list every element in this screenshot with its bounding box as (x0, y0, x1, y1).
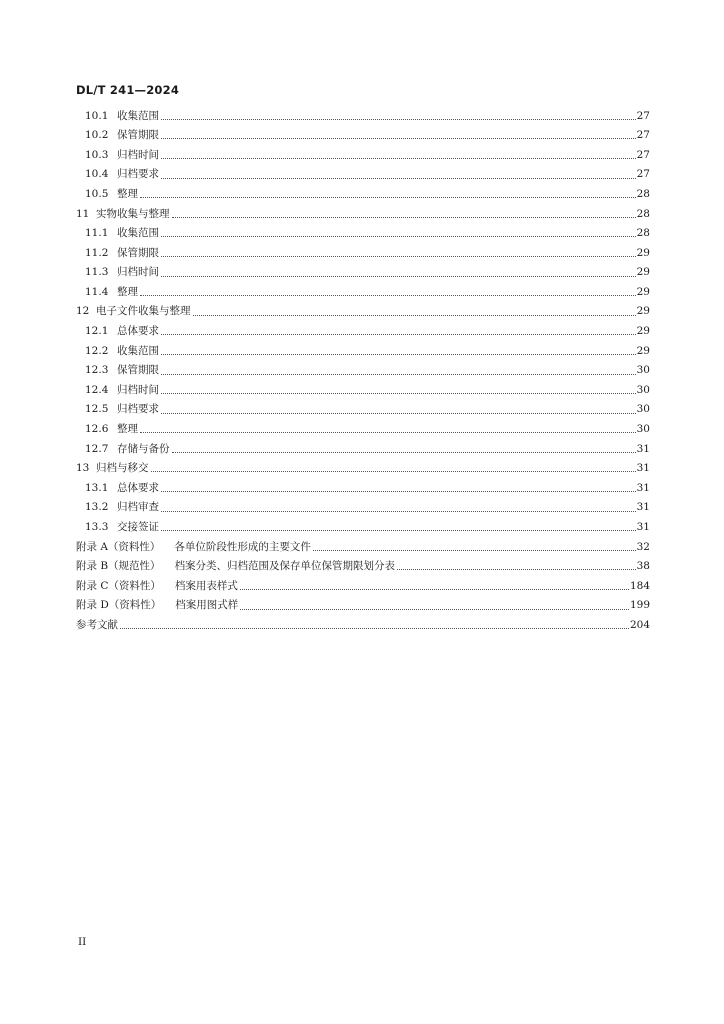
toc-entry[interactable] (76, 243, 650, 263)
toc-entry-page: 31 (636, 442, 650, 455)
toc-entry-page: 29 (636, 266, 650, 279)
dot-leader (161, 353, 636, 355)
toc-entry-number: 11.2 (85, 246, 109, 259)
toc-entry-number: 附录 A（资料性） (76, 540, 161, 553)
toc-entry-title: 存储与备份 (117, 442, 170, 455)
toc-entry-title: 保管期限 (117, 129, 159, 142)
toc-entry-title: 归档时间 (117, 383, 159, 396)
dot-leader (172, 451, 636, 453)
toc-entry-number: 附录 B（规范性） (76, 560, 161, 573)
toc-entry-number: 11.4 (85, 285, 109, 298)
toc-entry-page: 29 (636, 305, 650, 318)
dot-leader (161, 118, 636, 120)
toc-entry-page: 31 (636, 481, 650, 494)
toc-entry[interactable] (76, 106, 650, 126)
toc-entry[interactable] (76, 380, 650, 400)
toc-entry-number: 10.1 (85, 109, 109, 122)
toc-entry[interactable] (76, 184, 650, 204)
dot-leader (161, 235, 636, 237)
toc-entry-title: 保管期限 (117, 364, 159, 377)
toc-entry[interactable] (76, 361, 650, 381)
toc-entry-title: 整理 (117, 285, 138, 298)
toc-entry-title: 保管期限 (117, 246, 159, 259)
dot-leader (161, 490, 636, 492)
toc-entry-title: 归档时间 (117, 148, 159, 161)
toc-entry-title: 归档审查 (117, 501, 159, 514)
toc-entry-number: 12.2 (85, 344, 109, 357)
toc-entry-page: 30 (636, 364, 650, 377)
toc-entry-number: 13 (76, 462, 90, 475)
toc-entry-number: 10.2 (85, 129, 109, 142)
dot-leader (161, 510, 636, 512)
table-of-contents (76, 106, 650, 635)
dot-leader (240, 588, 629, 590)
toc-entry-page: 27 (636, 148, 650, 161)
dot-leader (161, 177, 636, 179)
toc-entry[interactable] (76, 341, 650, 361)
dot-leader (140, 196, 636, 198)
toc-entry[interactable] (76, 478, 650, 498)
toc-entry-title: 电子文件收集与整理 (96, 305, 191, 318)
toc-entry-page: 31 (636, 462, 650, 475)
toc-entry-page: 30 (636, 423, 650, 436)
toc-entry-number: 12.7 (85, 442, 109, 455)
toc-entry-title: 整理 (117, 187, 138, 200)
toc-entry[interactable] (76, 596, 650, 616)
toc-entry-number: 10.5 (85, 187, 109, 200)
toc-entry-page: 204 (629, 618, 650, 631)
toc-entry-page: 28 (636, 187, 650, 200)
toc-entry-number: 12 (76, 305, 90, 318)
toc-entry-title: 收集范围 (117, 109, 159, 122)
toc-entry-number: 11.3 (85, 266, 109, 279)
toc-entry[interactable] (76, 263, 650, 283)
toc-entry-title: 总体要求 (117, 325, 159, 338)
toc-entry[interactable] (76, 204, 650, 224)
toc-entry-title: 归档与移交 (96, 462, 149, 475)
dot-leader (140, 431, 636, 433)
toc-entry-title: 档案用图式样 (175, 599, 239, 612)
toc-entry-number: 附录 C（资料性） (76, 579, 161, 592)
toc-entry-title: 归档要求 (117, 168, 159, 181)
toc-entry-page: 29 (636, 285, 650, 298)
toc-entry-number: 12.5 (85, 403, 109, 416)
dot-leader (140, 294, 636, 296)
toc-entry-page: 184 (629, 579, 650, 592)
toc-entry[interactable] (76, 400, 650, 420)
toc-entry-title: 参考文献 (76, 618, 118, 631)
page-number: II (78, 936, 87, 948)
toc-entry-page: 28 (636, 227, 650, 240)
toc-entry-title: 整理 (117, 423, 138, 436)
toc-entry[interactable] (76, 576, 650, 596)
toc-entry-title: 档案用表样式 (174, 579, 238, 592)
dot-leader (193, 314, 636, 316)
toc-entry-number: 10.3 (85, 148, 109, 161)
toc-entry[interactable] (76, 145, 650, 165)
toc-entry-page: 29 (636, 246, 650, 259)
toc-entry[interactable] (76, 126, 650, 146)
toc-entry-number: 13.2 (85, 501, 109, 514)
toc-entry-number: 11.1 (85, 227, 109, 240)
toc-entry-number: 12.1 (85, 325, 109, 338)
dot-leader (161, 255, 636, 257)
document-code-header: DL/T 241—2024 (76, 83, 180, 97)
toc-entry[interactable] (76, 302, 650, 322)
toc-entry-number: 附录 D（资料性） (76, 599, 162, 612)
toc-entry-page: 199 (629, 599, 650, 612)
dot-leader (161, 333, 636, 335)
toc-entry[interactable] (76, 282, 650, 302)
toc-entry-title: 交接签证 (117, 521, 159, 534)
dot-leader (120, 627, 629, 629)
dot-leader (161, 529, 636, 531)
toc-entry[interactable] (76, 498, 650, 518)
toc-entry[interactable] (76, 459, 650, 479)
toc-entry-number: 11 (76, 207, 90, 220)
dot-leader (240, 608, 629, 610)
dot-leader (313, 549, 636, 551)
toc-entry-page: 28 (636, 207, 650, 220)
dot-leader (397, 568, 636, 570)
toc-entry[interactable] (76, 420, 650, 440)
toc-entry-title: 归档要求 (117, 403, 159, 416)
toc-entry[interactable] (76, 224, 650, 244)
toc-entry-number: 12.6 (85, 423, 109, 436)
toc-entry-title: 总体要求 (117, 481, 159, 494)
dot-leader (151, 470, 636, 472)
dot-leader (172, 216, 636, 218)
toc-entry-title: 归档时间 (117, 266, 159, 279)
toc-entry-title: 档案分类、归档范围及保存单位保管期限划分表 (174, 560, 396, 573)
dot-leader (161, 373, 636, 375)
toc-entry[interactable] (76, 165, 650, 185)
toc-entry-number: 13.1 (85, 481, 109, 494)
toc-entry-page: 38 (636, 560, 650, 573)
toc-entry[interactable] (76, 557, 650, 577)
toc-entry-page: 29 (636, 344, 650, 357)
toc-entry-page: 27 (636, 129, 650, 142)
toc-entry[interactable] (76, 615, 650, 635)
toc-entry-title: 收集范围 (117, 344, 159, 357)
toc-entry-title: 收集范围 (117, 227, 159, 240)
toc-entry[interactable] (76, 322, 650, 342)
toc-entry-page: 31 (636, 521, 650, 534)
dot-leader (161, 275, 636, 277)
toc-entry-number: 13.3 (85, 521, 109, 534)
toc-entry-page: 27 (636, 168, 650, 181)
toc-entry-title: 各单位阶段性形成的主要文件 (174, 540, 311, 553)
toc-entry-page: 30 (636, 383, 650, 396)
toc-entry-page: 27 (636, 109, 650, 122)
dot-leader (161, 157, 636, 159)
toc-entry-page: 30 (636, 403, 650, 416)
dot-leader (161, 392, 636, 394)
toc-entry[interactable] (76, 439, 650, 459)
dot-leader (161, 137, 636, 139)
toc-entry[interactable] (76, 517, 650, 537)
toc-entry[interactable] (76, 537, 650, 557)
toc-entry-number: 12.4 (85, 383, 109, 396)
toc-entry-number: 10.4 (85, 168, 109, 181)
toc-entry-page: 32 (636, 540, 650, 553)
toc-entry-number: 12.3 (85, 364, 109, 377)
dot-leader (161, 412, 636, 414)
toc-entry-page: 29 (636, 325, 650, 338)
toc-entry-title: 实物收集与整理 (96, 207, 170, 220)
toc-entry-page: 31 (636, 501, 650, 514)
